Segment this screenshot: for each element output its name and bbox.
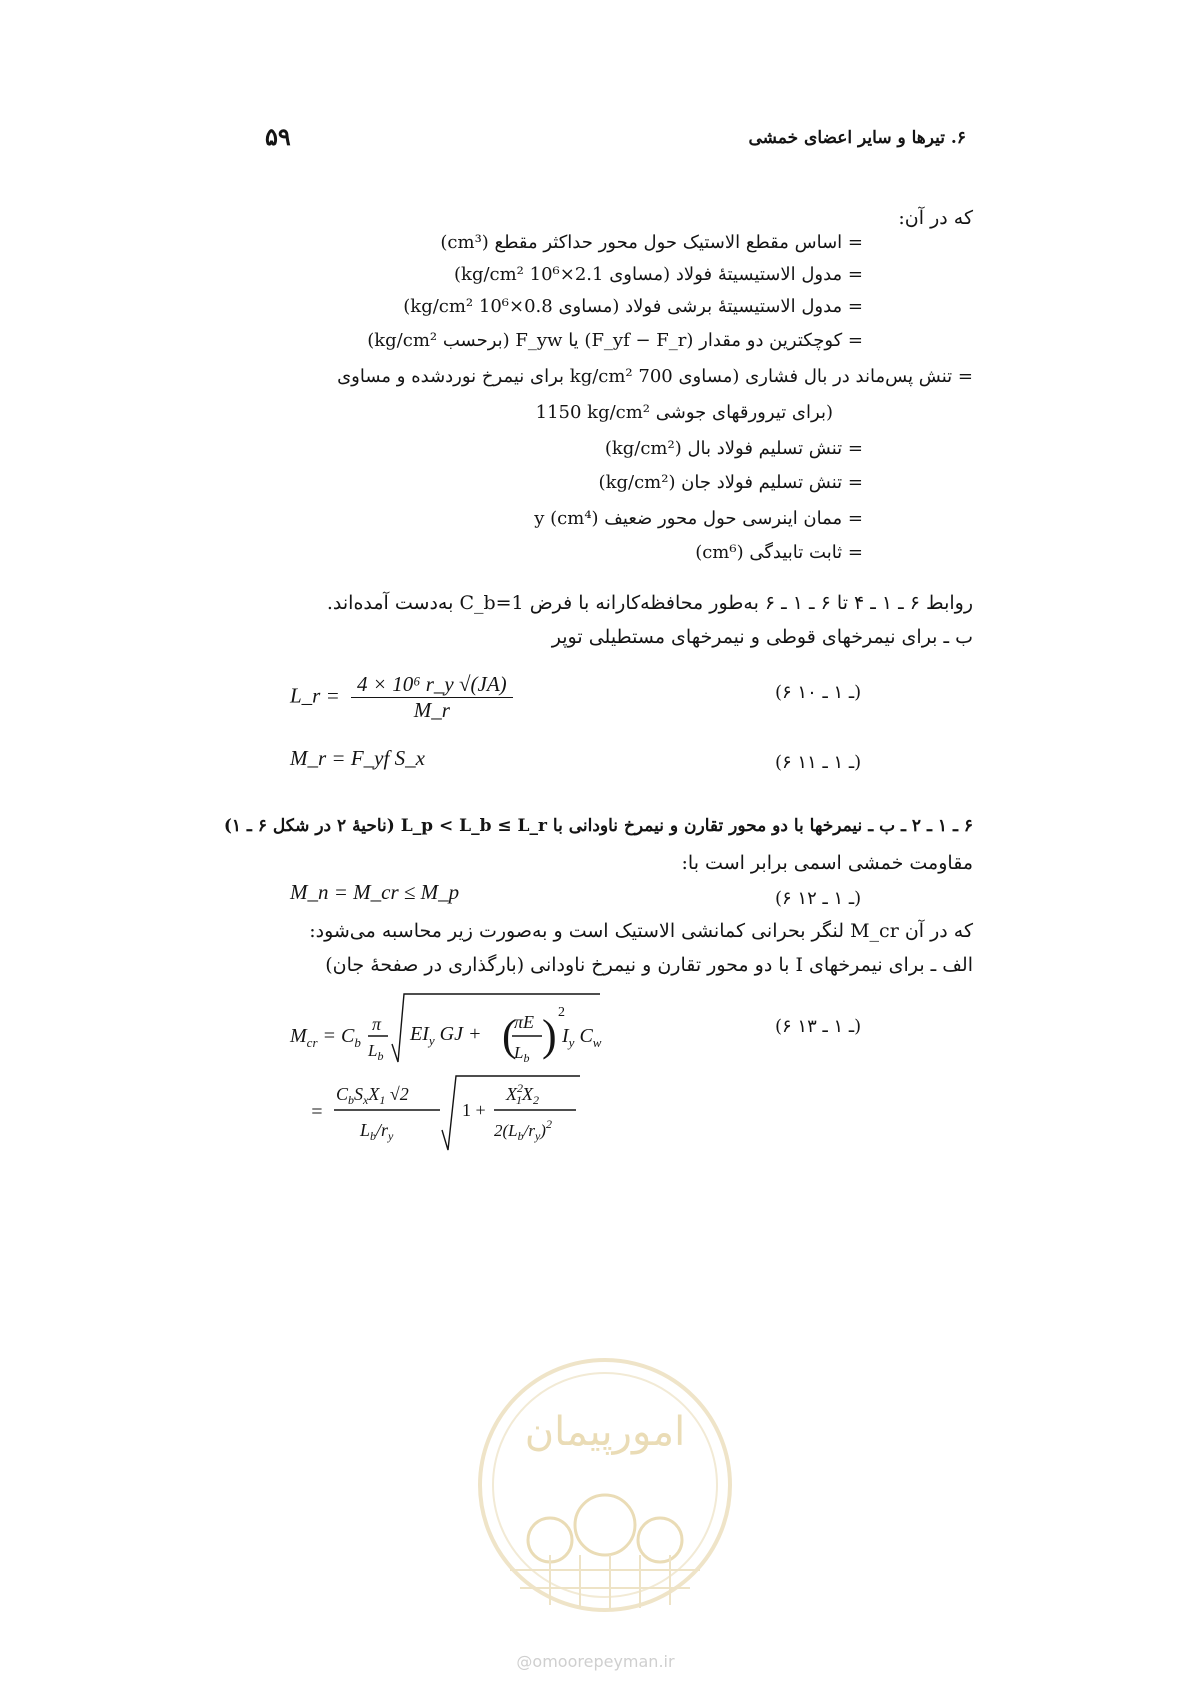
eq13-paren-right: ) — [542, 1011, 557, 1060]
def-g: = مدول الاستیسیتهٔ برشی فولاد (مساوی 0.8×10⁶ kg/cm²) — [403, 296, 863, 317]
eq13-paren-left: ( — [502, 1011, 517, 1060]
eq13-den3: $2(L_b/r_y)^2$ — [494, 1117, 552, 1143]
equation-12: M_n = M_cr ≤ M_p — [290, 880, 460, 904]
page-number: ۵۹ — [265, 122, 291, 151]
watermark-url: @omoorepeyman.ir — [516, 1652, 675, 1671]
chapter-title: ۶. تیرها و سایر اعضای خمشی — [748, 128, 966, 148]
eq13-num3: $X^2$ $1X_2$ — [506, 1081, 539, 1107]
paragraph-nominal-strength: مقاومت خمشی اسمی برابر است با: — [681, 852, 973, 874]
section-heading: ۶ ـ ۱ ـ ۲ ـ ب ـ نیمرخها با دو محور تقارن و نیمرخ ناودانی با L_p < L_b ≤ L_r (ناحیهٔ ۲ در شکل ۶ ـ ۱) — [223, 816, 973, 836]
def-fr-cont: 1150 kg/cm² برای تیرورقهای جوشی) — [535, 402, 833, 423]
eq10-number: (۶ ـ ۱ ـ ۱۰) — [775, 682, 862, 703]
equation-11: M_r = F_yf S_x — [290, 746, 425, 770]
eq13-lhs: $M_{cr} = C_b$ — [290, 1025, 361, 1050]
watermark-logo-text: امورپیمان — [524, 1409, 686, 1455]
eq13-lb: $L_b$ — [368, 1041, 384, 1063]
eq13-number: (۶ ـ ۱ ـ ۱۳) — [775, 1016, 862, 1037]
def-iy: = ممان اینرسی حول محور ضعیف y (cm⁴) — [534, 508, 863, 529]
paragraph-box-sections: ب ـ برای نیمرخهای قوطی و نیمرخهای مستطیلی توپر — [551, 626, 973, 648]
eq10-lhs: L_r = — [290, 683, 340, 708]
def-sx: = اساس مقطع الاستیک حول محور حداکثر مقطع (cm³) — [440, 232, 863, 253]
eq13-exponent: 2 — [558, 1005, 565, 1020]
def-fyw: = تنش تسلیم فولاد جان (kg/cm²) — [598, 472, 863, 493]
eq11-number: (۶ ـ ۱ ـ ۱۱) — [775, 752, 862, 773]
eq12-number: (۶ ـ ۱ ـ ۱۲) — [775, 888, 862, 909]
def-e: = مدول الاستیسیتهٔ فولاد (مساوی 2.1×10⁶ kg/cm²) — [454, 264, 863, 285]
paragraph-mcr: که در آن M_cr لنگر بحرانی کمانشی الاستیک است و به‌صورت زیر محاسبه می‌شود: — [309, 920, 973, 942]
eq13-radicand: $EI_y$ GJ + — [410, 1023, 482, 1048]
paragraph-i-sections: الف ـ برای نیمرخهای I با دو محور تقارن و نیمرخ ناودانی (بارگذاری در صفحهٔ جان) — [325, 954, 973, 976]
eq10-numerator: 4 × 10⁶ r_y √(JA) — [351, 672, 513, 698]
eq10-denominator: M_r — [413, 698, 450, 722]
def-cw: = ثابت تابیدگی (cm⁶) — [695, 542, 863, 563]
eq13-equals: = — [310, 1101, 324, 1123]
eq13-iy-cw: $I_y$ $C_w$ — [562, 1025, 602, 1050]
eq13-pi-e: πE — [514, 1012, 535, 1032]
eq13-pi: π — [372, 1014, 382, 1034]
watermark-logo — [470, 1350, 740, 1620]
intro-text: که در آن: — [898, 207, 973, 229]
eq13-num2: $C_bS_xX_1$ √2 — [336, 1084, 409, 1107]
eq13-lb2: $L_b$ — [514, 1043, 530, 1065]
def-fr: = تنش پس‌ماند در بال فشاری (مساوی 700 kg/cm² برای نیمرخ نوردشده و مساوی — [337, 366, 973, 387]
equation-10 — [290, 672, 513, 723]
def-fl: = کوچکترین دو مقدار (F_yf − F_r) یا F_yw (برحسب kg/cm²) — [367, 330, 863, 351]
eq13-den2: $L_b/r_y$ — [360, 1120, 394, 1143]
definitions-list — [163, 232, 973, 582]
paragraph-conservative: روابط ۶ ـ ۱ ـ ۴ تا ۶ ـ ۱ ـ ۶ به‌طور محافظه‌کارانه با فرض C_b=1 به‌دست آمده‌اند. — [326, 592, 973, 614]
eq13-one-plus: 1 + — [462, 1100, 486, 1120]
equation-13 — [280, 990, 700, 1160]
def-fyf: = تنش تسلیم فولاد بال (kg/cm²) — [604, 438, 863, 459]
